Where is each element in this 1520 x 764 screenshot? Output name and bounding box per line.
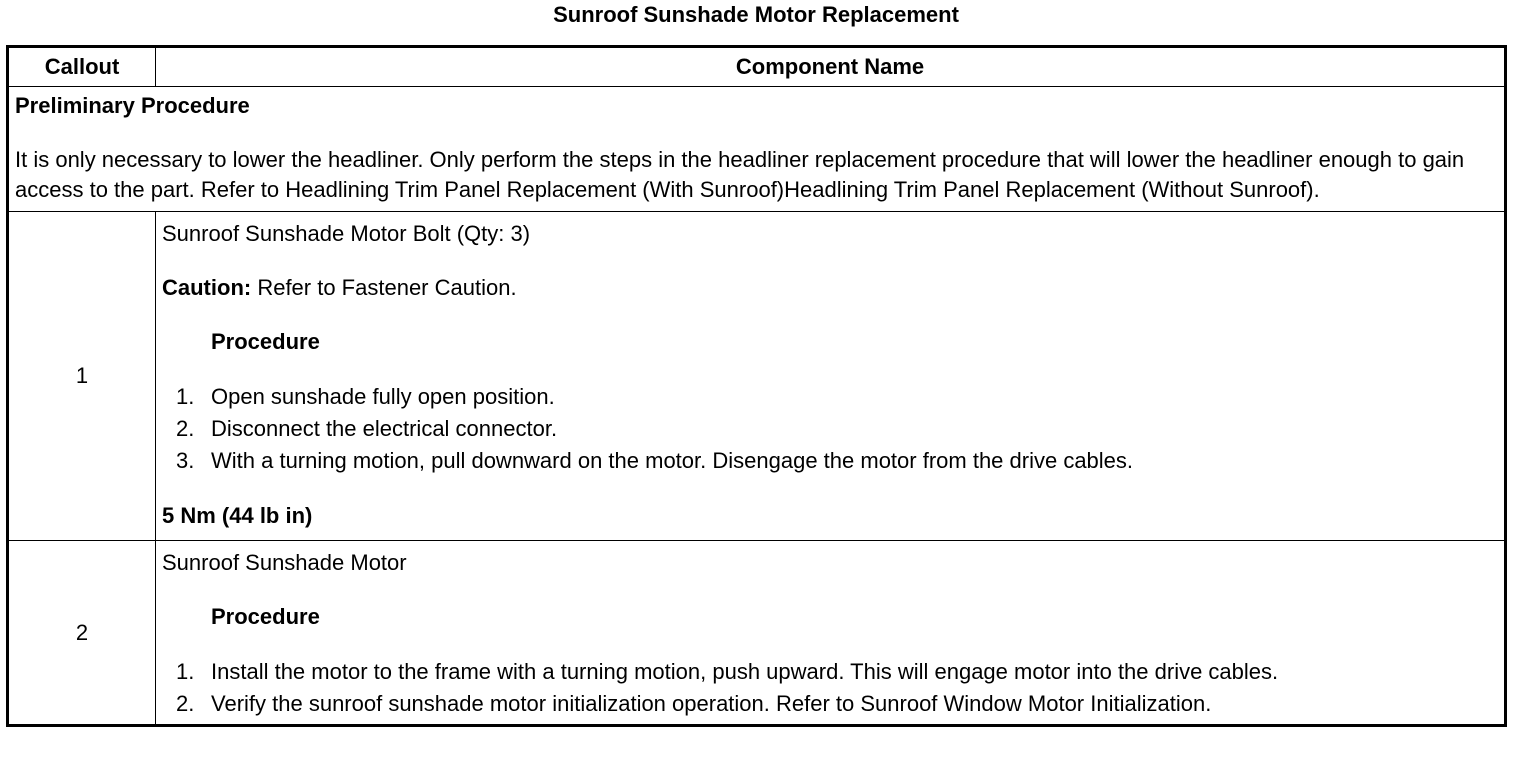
procedure-heading: Procedure — [211, 329, 320, 354]
procedure-steps — [162, 656, 1498, 720]
step-text: With a turning motion, pull downward on the motor. Disengage the motor from the drive cables. — [211, 448, 1134, 473]
component-cell — [156, 541, 1506, 726]
component-name: Sunroof Sunshade Motor — [162, 550, 407, 575]
step-number: 1. — [176, 659, 195, 684]
torque-spec: 5 Nm (44 lb in) — [162, 503, 313, 528]
document-title: Sunroof Sunshade Motor Replacement — [553, 2, 959, 27]
procedure-heading: Procedure — [211, 604, 320, 629]
caution-label: Caution: — [162, 275, 252, 300]
procedure-step — [162, 688, 1498, 720]
component-cell — [156, 212, 1506, 541]
step-text: Install the motor to the frame with a turning motion, push upward. This will engage motor into the drive cables. — [211, 659, 1279, 684]
procedure-step — [162, 445, 1498, 477]
caution-text: Refer to Fastener Caution. — [251, 275, 517, 300]
step-text: Open sunshade fully open position. — [211, 384, 555, 409]
caution-note — [162, 273, 1498, 303]
preliminary-text: It is only necessary to lower the headliner. Only perform the steps in the headliner replacement procedure that will lower the headliner enough to gain access to the part. Refer to Headlining Trim Panel Replacement (With Sunroof)Headlining Trim Panel Replacement (Without Sunroof). — [15, 147, 1465, 202]
procedure-step — [162, 656, 1498, 688]
step-text: Verify the sunroof sunshade motor initialization operation. Refer to Sunroof Window Motor Initialization. — [211, 691, 1212, 716]
component-name: Sunroof Sunshade Motor Bolt (Qty: 3) — [162, 221, 531, 246]
procedure-steps — [162, 381, 1498, 477]
callout-number: 1 — [8, 212, 156, 541]
table-row — [8, 212, 1506, 541]
callout-number: 2 — [8, 541, 156, 726]
step-number: 3. — [176, 448, 195, 473]
table-row — [8, 541, 1506, 726]
callout-column-header: Callout — [8, 47, 156, 87]
preliminary-row — [8, 87, 1506, 212]
procedure-step — [162, 381, 1498, 413]
step-number: 1. — [176, 384, 195, 409]
step-text: Disconnect the electrical connector. — [211, 416, 558, 441]
step-number: 2. — [176, 416, 195, 441]
step-number: 2. — [176, 691, 195, 716]
procedure-table — [6, 45, 1507, 727]
preliminary-cell — [8, 87, 1506, 212]
preliminary-heading: Preliminary Procedure — [15, 93, 250, 118]
component-name-column-header: Component Name — [156, 47, 1506, 87]
table-header-row — [8, 47, 1506, 87]
procedure-step — [162, 413, 1498, 445]
